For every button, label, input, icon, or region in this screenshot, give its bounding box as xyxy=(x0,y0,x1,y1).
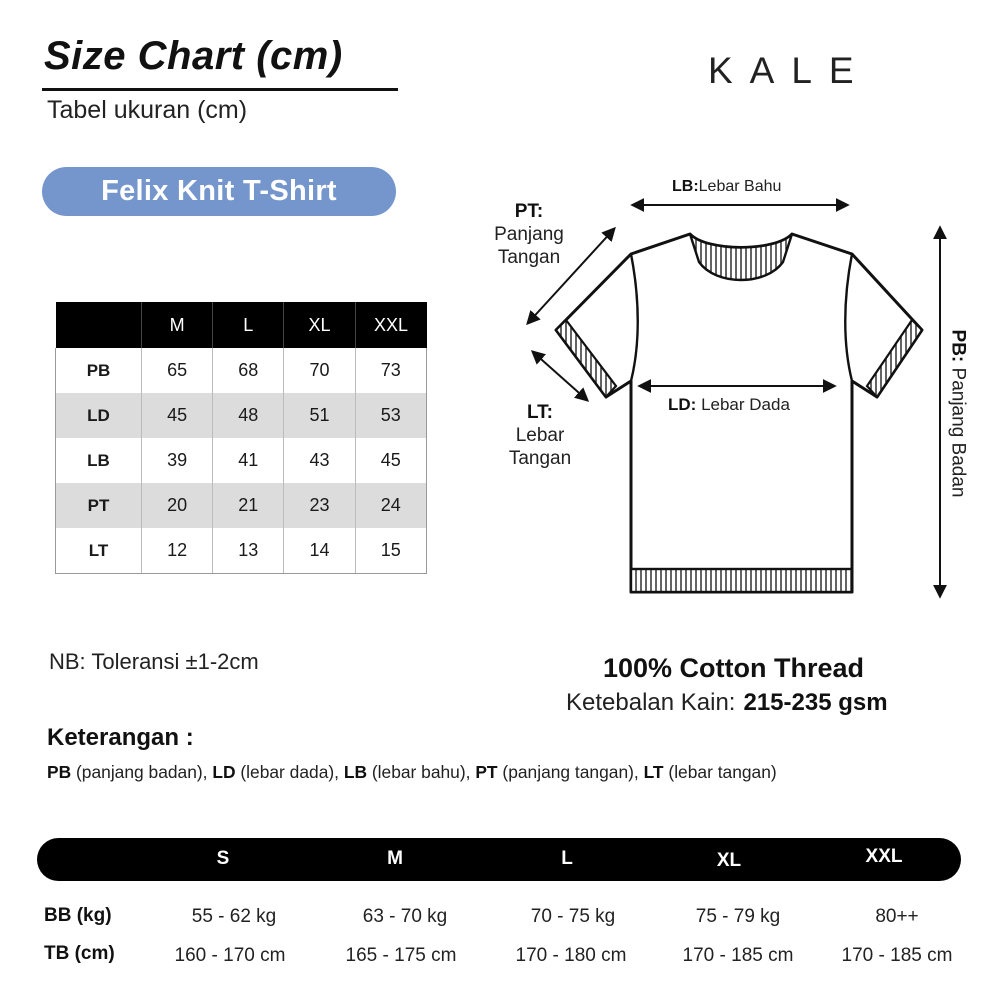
lb-label xyxy=(672,175,781,198)
size-column-header: L xyxy=(213,302,284,348)
table-cell: 13 xyxy=(213,528,284,574)
table-cell: 43 xyxy=(284,438,355,483)
brand-logo: KALE xyxy=(708,50,871,91)
pt-code: PT: xyxy=(514,201,544,222)
pt-text-line1: Panjang xyxy=(494,224,564,245)
table-cell: 39 xyxy=(142,438,213,483)
guide-size-header: XL xyxy=(716,850,742,871)
table-cell: 73 xyxy=(355,348,426,393)
ld-code: LD: xyxy=(668,395,697,414)
table-cell: 48 xyxy=(213,393,284,438)
lt-code: LT: xyxy=(526,402,554,423)
guide-size-header: S xyxy=(216,848,230,869)
guide-cell: 170 - 180 cm xyxy=(515,945,627,966)
guide-cell: 75 - 79 kg xyxy=(695,906,781,927)
legend-desc: (lebar bahu), xyxy=(371,762,471,782)
table-cell: 70 xyxy=(284,348,355,393)
guide-cell: 63 - 70 kg xyxy=(362,906,448,927)
legend-desc: (panjang tangan), xyxy=(502,762,639,782)
pt-text-line2: Tangan xyxy=(497,247,561,268)
fabric-thickness xyxy=(566,689,888,717)
guide-size-header: XXL xyxy=(865,846,903,867)
guide-cell: 170 - 185 cm xyxy=(682,945,794,966)
legend-title: Keterangan : xyxy=(47,724,194,751)
guide-cell: 160 - 170 cm xyxy=(174,945,286,966)
thickness-label: Ketebalan Kain: xyxy=(566,689,736,716)
legend-code: PB xyxy=(47,762,72,782)
table-cell: 20 xyxy=(142,483,213,528)
table-cell: 65 xyxy=(142,348,213,393)
lb-text: Lebar Bahu xyxy=(698,178,782,195)
size-column-header: XL xyxy=(284,302,355,348)
legend-desc: (lebar tangan) xyxy=(668,762,777,782)
guide-cell: 170 - 185 cm xyxy=(841,945,953,966)
legend-code: LD xyxy=(212,762,236,782)
legend-code: LT xyxy=(643,762,664,782)
legend-desc: (panjang badan), xyxy=(76,762,208,782)
guide-cell: 80++ xyxy=(875,906,919,927)
guide-cell: 55 - 62 kg xyxy=(191,906,277,927)
ld-text: Lebar Dada xyxy=(701,395,790,414)
guide-size-header: L xyxy=(561,848,573,869)
size-column-header: XXL xyxy=(355,302,426,348)
tolerance-note: NB: Toleransi ±1-2cm xyxy=(49,649,259,674)
row-label: LD xyxy=(56,393,142,438)
lt-text-line1: Lebar xyxy=(515,425,565,446)
table-cell: 23 xyxy=(284,483,355,528)
lb-code: LB: xyxy=(672,178,699,195)
guide-cell: 70 - 75 kg xyxy=(530,906,616,927)
lt-text-line2: Tangan xyxy=(508,448,572,469)
thickness-value: 215-235 gsm xyxy=(743,689,888,716)
legend-code: LB xyxy=(343,762,368,782)
material-text: 100% Cotton Thread xyxy=(603,653,865,683)
ld-label xyxy=(668,393,790,416)
row-label: PB xyxy=(56,348,142,393)
pb-code: PB: xyxy=(947,329,969,363)
guide-row-label: BB (kg) xyxy=(44,905,112,926)
size-column-header: M xyxy=(142,302,213,348)
table-cell: 24 xyxy=(355,483,426,528)
product-name-badge: Felix Knit T-Shirt xyxy=(42,167,396,216)
legend-code: PT xyxy=(475,762,498,782)
legend-desc: (lebar dada), xyxy=(240,762,339,782)
row-label: LT xyxy=(56,528,142,574)
table-cell: 41 xyxy=(213,438,284,483)
page-subtitle: Tabel ukuran (cm) xyxy=(47,96,248,124)
legend-line xyxy=(47,762,777,783)
table-cell: 21 xyxy=(213,483,284,528)
pb-label xyxy=(947,304,970,524)
table-cell: 53 xyxy=(355,393,426,438)
table-cell: 14 xyxy=(284,528,355,574)
pt-label xyxy=(486,200,572,269)
page-title: Size Chart (cm) xyxy=(44,34,343,78)
table-cell: 51 xyxy=(284,393,355,438)
table-cell: 45 xyxy=(142,393,213,438)
lt-label xyxy=(497,401,583,470)
row-label: LB xyxy=(56,438,142,483)
table-cell: 12 xyxy=(142,528,213,574)
pb-text: Panjang Badan xyxy=(947,367,969,498)
row-label: PT xyxy=(56,483,142,528)
guide-row-label: TB (cm) xyxy=(44,943,115,964)
guide-size-header: M xyxy=(387,848,403,869)
table-cell: 15 xyxy=(355,528,426,574)
guide-cell: 165 - 175 cm xyxy=(345,945,457,966)
table-cell: 68 xyxy=(213,348,284,393)
table-cell: 45 xyxy=(355,438,426,483)
tshirt-hem xyxy=(631,569,852,592)
